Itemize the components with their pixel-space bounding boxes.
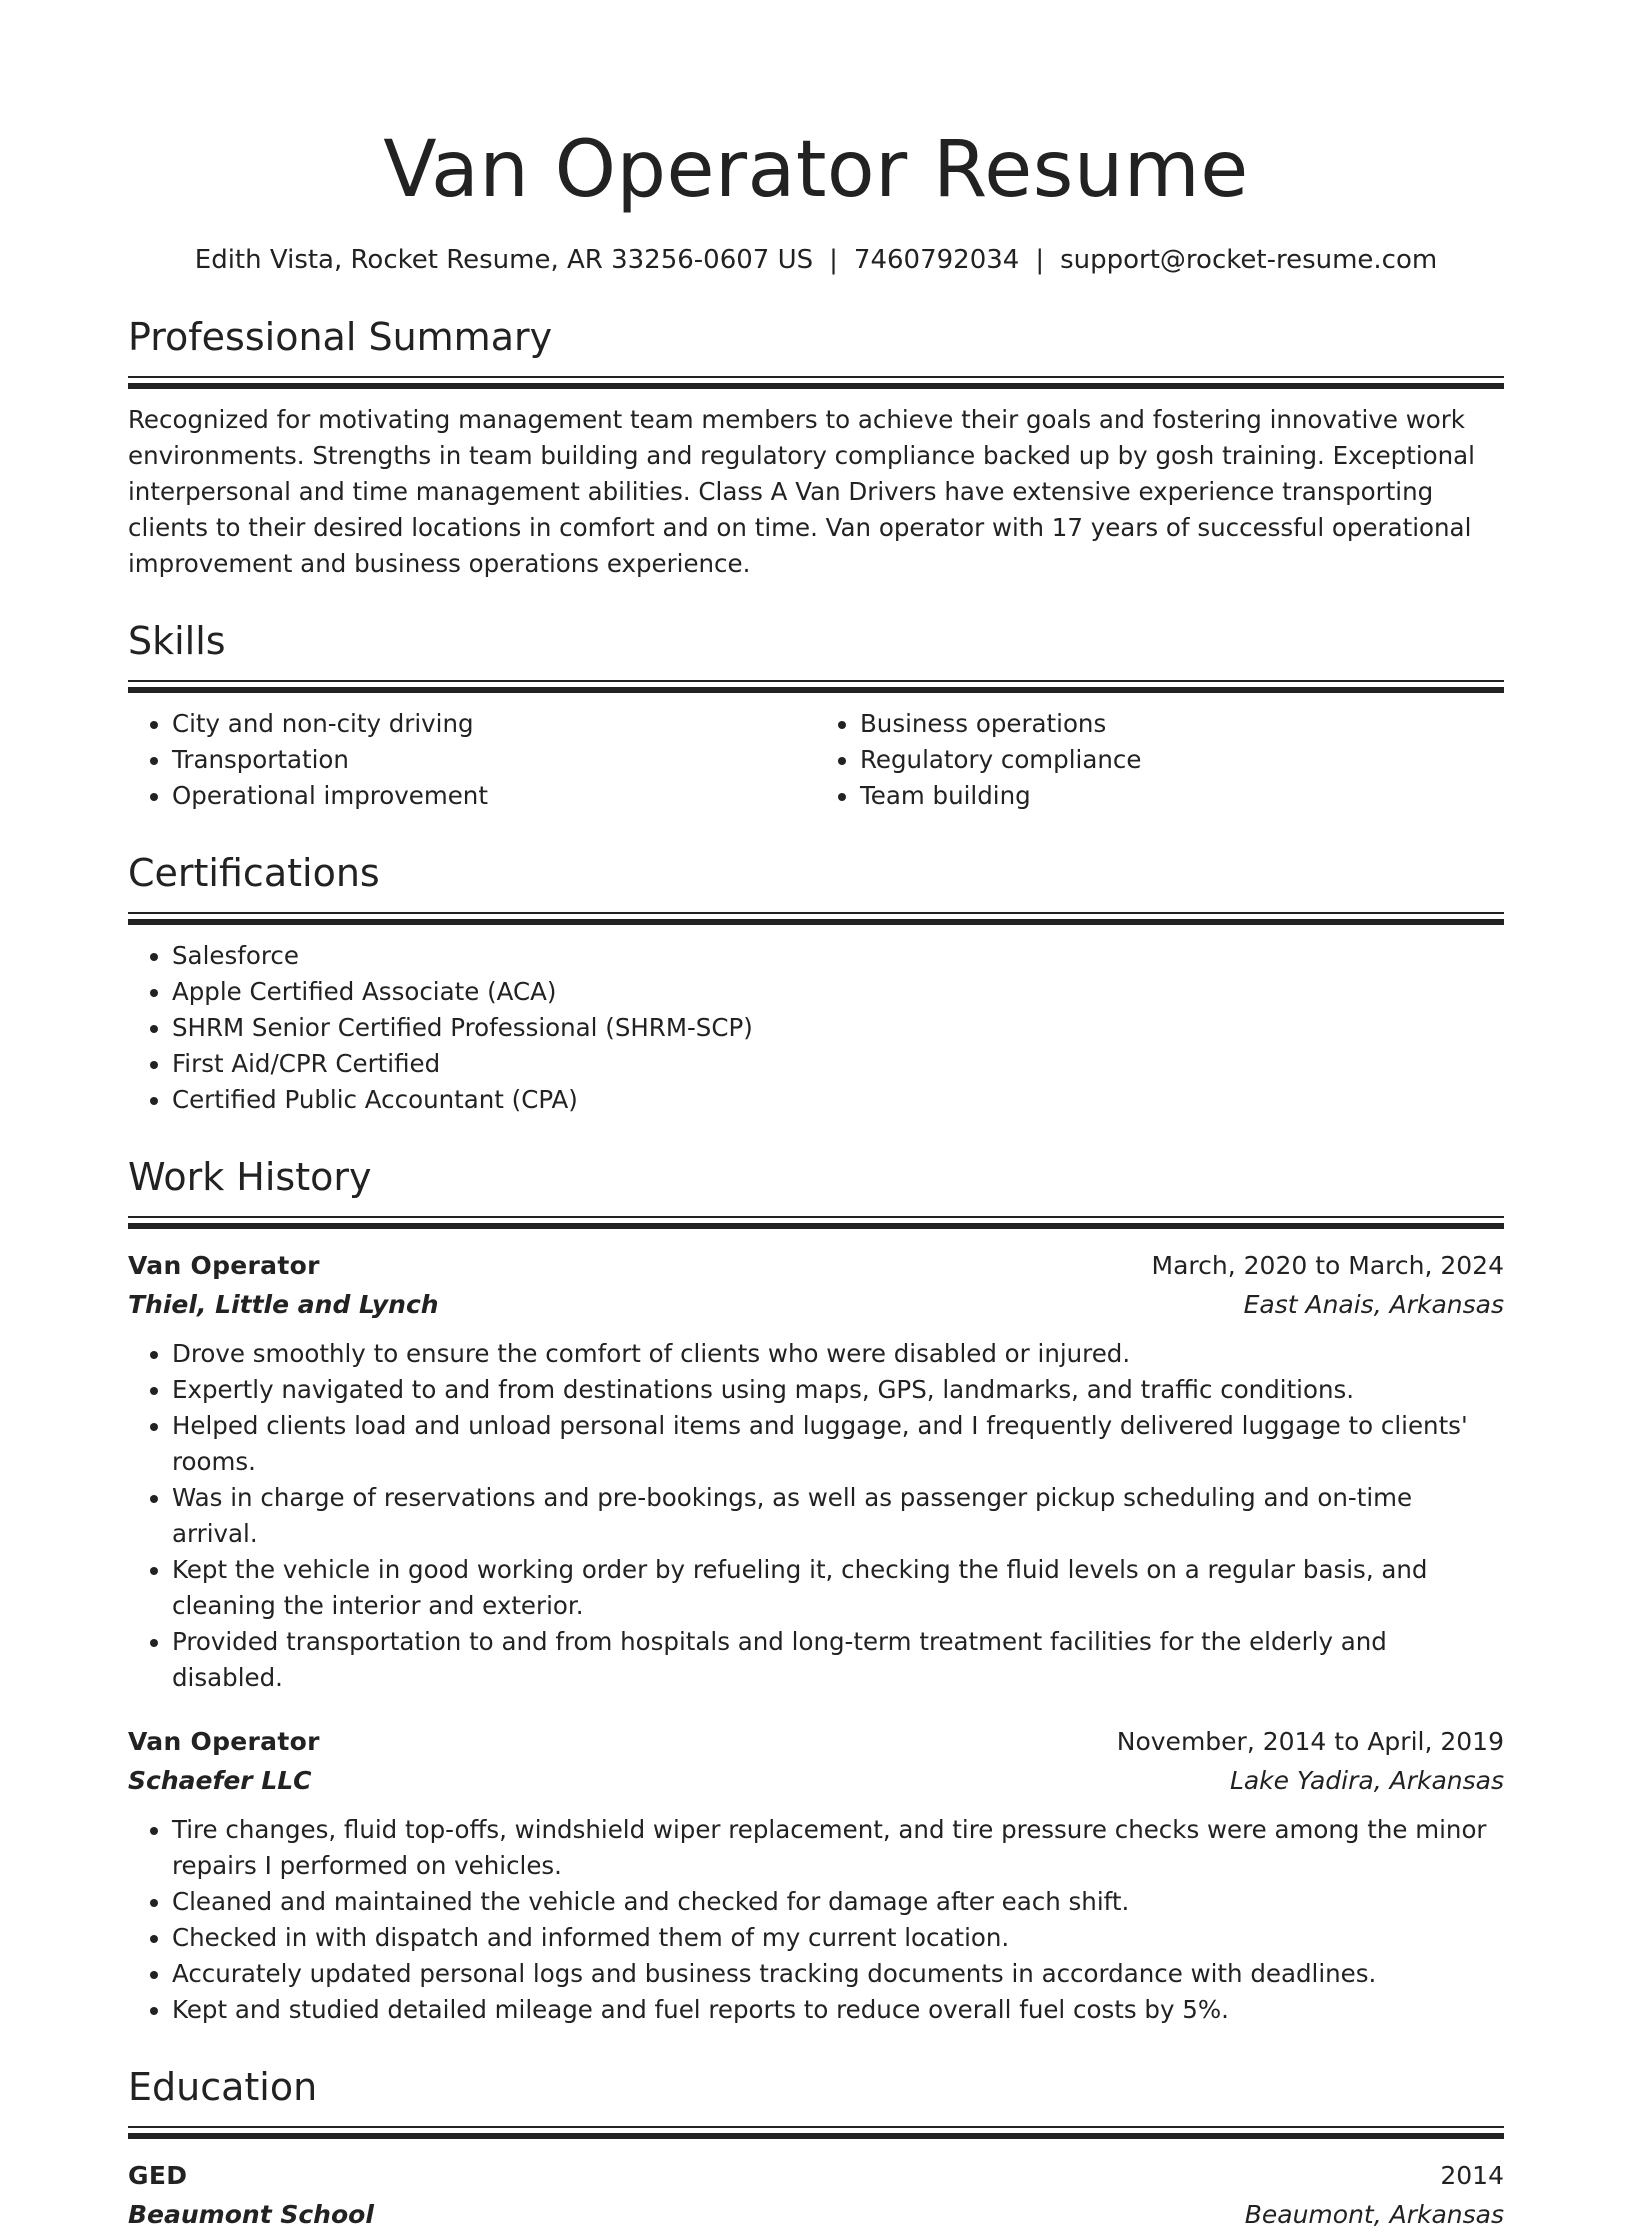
education-entry [128,2156,1504,2234]
contact-separator: | [829,245,838,275]
skills-list-left [128,706,816,814]
job-header-row [128,1246,1504,1285]
skill-item: • Regulatory compliance [860,742,1504,778]
job-company-row [128,1761,1504,1800]
job-company-row [128,1285,1504,1324]
skills-grid [128,706,1504,814]
skill-item: • City and non-city driving [172,706,816,742]
section-divider [128,2126,1504,2138]
certifications-heading: Certifications [128,851,380,895]
job-duty: • Kept and studied detailed mileage and fuel reports to reduce overall fuel costs by 5%. [172,1992,1504,2028]
job-title: Van Operator [128,1251,320,1280]
section-divider [128,1216,1504,1228]
work-history-heading: Work History [128,1155,372,1199]
education-heading: Education [128,2065,318,2109]
job-duty: • Cleaned and maintained the vehicle and checked for damage after each shift. [172,1884,1504,1920]
job-duty: • Helped clients load and unload personal items and luggage, and I frequently delivered luggage to clients' rooms. [172,1408,1504,1480]
skill-item: • Business operations [860,706,1504,742]
job-location: East Anais, Arkansas [1243,1290,1504,1319]
job-dates: November, 2014 to April, 2019 [1116,1727,1504,1756]
job-location: Lake Yadira, Arkansas [1229,1766,1504,1795]
job-duty: • Kept the vehicle in good working order by refueling it, checking the fluid levels on a regular basis, and cleaning the interior and exterior. [172,1552,1504,1624]
certification-item: • Salesforce [172,938,1504,974]
skills-list-right [816,706,1504,814]
skills-heading: Skills [128,619,226,663]
contact-line [128,242,1504,278]
skills-section [128,616,1504,814]
job-duty: • Checked in with dispatch and informed them of my current location. [172,1920,1504,1956]
certifications-section [128,848,1504,1118]
job-entry [128,1246,1504,1696]
job-company: Schaefer LLC [128,1766,312,1795]
education-section [128,2062,1504,2234]
job-entry [128,1722,1504,2028]
certification-item: • Certified Public Accountant (CPA) [172,1082,1504,1118]
job-duty: • Accurately updated personal logs and business tracking documents in accordance with deadlines. [172,1956,1504,1992]
job-duty: • Drove smoothly to ensure the comfort of clients who were disabled or injured. [172,1336,1504,1372]
education-school: Beaumont School [128,2200,374,2229]
job-header-row [128,1722,1504,1761]
job-duty: • Was in charge of reservations and pre-bookings, as well as passenger pickup scheduling and on-time arrival. [172,1480,1504,1552]
job-duties-list [128,1812,1504,2028]
summary-text: Recognized for motivating management team members to achieve their goals and fostering innovative work environments. Strengths in team building and regulatory compliance backed up by gosh training. Exceptional interpersonal and time management abilities. Class A Van Drivers have extensive experience transporting clients to their desired locations in comfort and on time. Van operator with 17 years of successful operational improvement and business operations experience. [128,405,1475,578]
certification-item: • Apple Certified Associate (ACA) [172,974,1504,1010]
job-company: Thiel, Little and Lynch [128,1290,439,1319]
education-degree: GED [128,2161,188,2190]
skill-item: • Team building [860,778,1504,814]
education-header-row [128,2156,1504,2195]
certification-item: • First Aid/CPR Certified [172,1046,1504,1082]
job-duties-list [128,1336,1504,1696]
contact-address: Edith Vista, Rocket Resume, AR 33256-0607 US [194,245,814,275]
certifications-list [128,938,1504,1118]
job-duty: • Provided transportation to and from hospitals and long-term treatment facilities for the elderly and disabled. [172,1624,1504,1696]
contact-email: support@rocket-resume.com [1060,245,1438,275]
summary-heading: Professional Summary [128,315,553,359]
education-year: 2014 [1440,2161,1504,2190]
job-dates: March, 2020 to March, 2024 [1151,1251,1504,1280]
contact-phone: 7460792034 [853,245,1020,275]
resume-title: Van Operator Resume [383,125,1249,215]
section-divider [128,912,1504,924]
contact-separator: | [1035,245,1045,275]
work-history-section [128,1152,1504,2028]
skill-item: • Transportation [172,742,816,778]
job-duty: • Tire changes, fluid top-offs, windshield wiper replacement, and tire pressure checks were among the minor repairs I performed on vehicles. [172,1812,1504,1884]
job-title: Van Operator [128,1727,320,1756]
education-location: Beaumont, Arkansas [1244,2200,1504,2229]
certification-item: • SHRM Senior Certified Professional (SHRM-SCP) [172,1010,1504,1046]
education-school-row [128,2195,1504,2234]
job-duty: • Expertly navigated to and from destinations using maps, GPS, landmarks, and traffic conditions. [172,1372,1504,1408]
skill-item: • Operational improvement [172,778,816,814]
section-divider [128,680,1504,692]
summary-section [128,312,1504,582]
section-divider [128,376,1504,388]
